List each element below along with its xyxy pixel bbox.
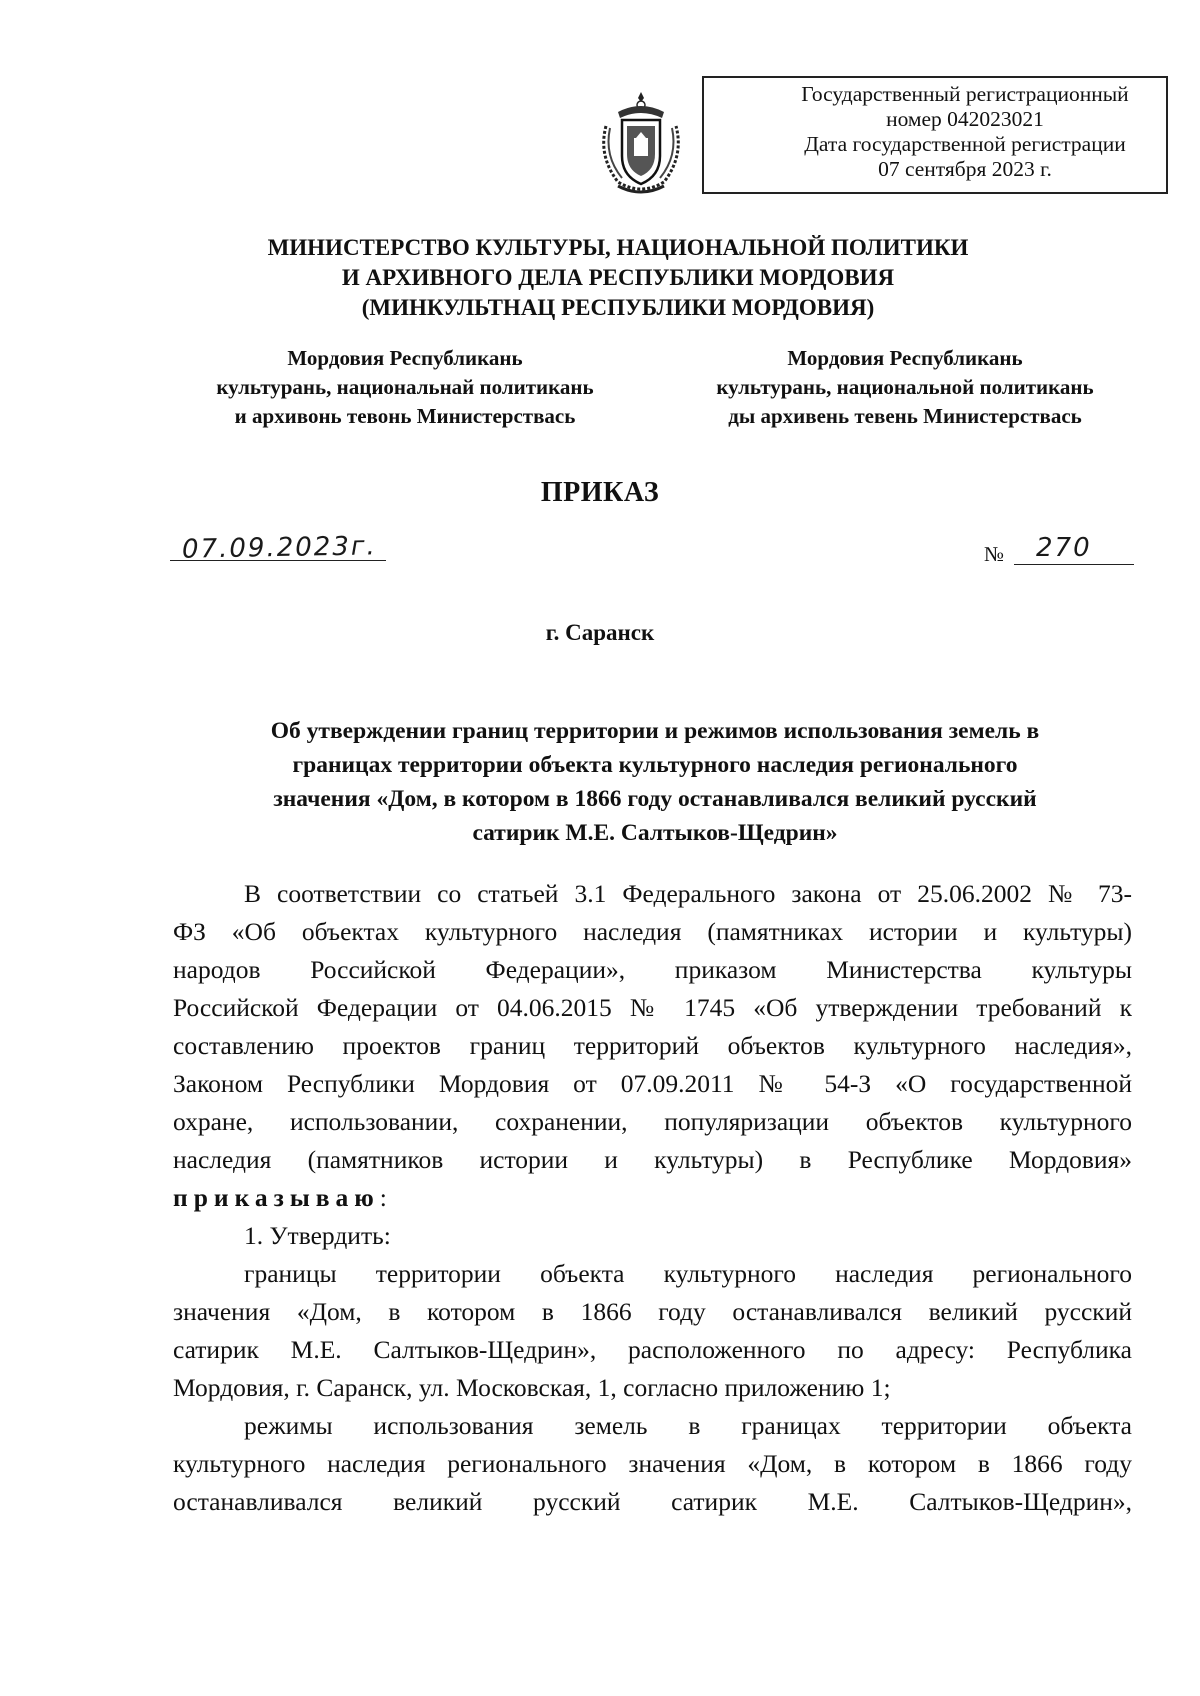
erzya-line-3: ды архивень тевень Министерствась	[728, 404, 1082, 428]
moksha-line-2: культурань, национальнай политикань	[216, 375, 594, 399]
subject-line: границах территории объекта культурного наследия регионального	[292, 752, 1018, 778]
body-line: границы территории объекта культурного наследия регионального	[244, 1259, 1132, 1288]
coat-of-arms-emblem	[588, 86, 694, 198]
body-line: 1. Утвердить:	[244, 1221, 391, 1250]
body-line: ФЗ «Об объектах культурного наследия (памятниках истории и культуры)	[173, 917, 1132, 946]
registration-stamp	[702, 76, 1168, 194]
subject-line: значения «Дом, в котором в 1866 году останавливался великий русский	[273, 786, 1037, 812]
body-line: Мордовия, г. Саранск, ул. Московская, 1, согласно приложению 1;	[173, 1373, 891, 1402]
number-sign: №	[984, 542, 1005, 566]
date-underline	[170, 560, 386, 561]
number-underline	[1014, 564, 1134, 565]
order-date-handwritten: 07.09.2023г.	[181, 531, 378, 565]
moksha-line-1: Мордовия Республикань	[287, 346, 523, 370]
order-subject	[180, 714, 1130, 850]
order-verb-colon: :	[379, 1183, 387, 1212]
subject-line: сатирик М.Е. Салтыков-Щедрин»	[472, 820, 838, 846]
erzya-line-2: культурань, национальной политикань	[716, 375, 1094, 399]
body-line: В соответствии со статьей 3.1 Федерального закона от 25.06.2002 № 73-	[244, 879, 1132, 908]
body-line: Законом Республики Мордовия от 07.09.2011 № 54-З «О государственной	[173, 1069, 1132, 1098]
body-line: Российской Федерации от 04.06.2015 № 1745 «Об утверждении требований к	[173, 993, 1132, 1022]
erzya-line-1: Мордовия Республикань	[787, 346, 1023, 370]
body-line: составлению проектов границ территорий объектов культурного наследия»,	[173, 1031, 1132, 1060]
city-of-issue: г. Саранск	[545, 620, 655, 645]
body-line: режимы использования земель в границах территории объекта	[244, 1411, 1132, 1440]
subject-line: Об утверждении границ территории и режимов использования земель в	[270, 718, 1040, 744]
body-line: значения «Дом, в котором в 1866 году останавливался великий русский	[173, 1297, 1132, 1326]
registration-number: номер 042023021	[886, 107, 1044, 131]
ministry-line-2: И АРХИВНОГО ДЕЛА РЕСПУБЛИКИ МОРДОВИЯ	[341, 265, 895, 290]
ministry-header	[200, 233, 1036, 323]
body-line: сатирик М.Е. Салтыков-Щедрин», расположенного по адресу: Республика	[173, 1335, 1132, 1364]
document-type-title: ПРИКАЗ	[540, 477, 660, 508]
ministry-name-erzya	[678, 344, 1132, 431]
registration-line-3: Дата государственной регистрации	[804, 132, 1126, 156]
registration-line-1: Государственный регистрационный	[801, 82, 1129, 106]
body-line: наследия (памятников истории и культуры) в Республике Мордовия»	[173, 1145, 1132, 1174]
moksha-line-3: и архивонь тевонь Министерствась	[234, 404, 576, 428]
ministry-name-moksha	[160, 344, 650, 431]
registration-date: 07 сентября 2023 г.	[878, 157, 1052, 181]
ministry-line-1: МИНИСТЕРСТВО КУЛЬТУРЫ, НАЦИОНАЛЬНОЙ ПОЛИТИКИ	[267, 235, 969, 260]
body-line: народов Российской Федерации», приказом Министерства культуры	[173, 955, 1132, 984]
order-verb: приказываю	[173, 1183, 380, 1212]
order-number-handwritten: 270	[1036, 533, 1092, 563]
body-line: останавливался великий русский сатирик М.Е. Салтыков-Щедрин»,	[173, 1487, 1132, 1516]
ministry-line-3: (МИНКУЛЬТНАЦ РЕСПУБЛИКИ МОРДОВИЯ)	[361, 295, 875, 320]
body-line: охране, использовании, сохранении, популяризации объектов культурного	[173, 1107, 1132, 1136]
body-line: культурного наследия регионального значения «Дом, в котором в 1866 году	[173, 1449, 1132, 1478]
order-verb-line	[173, 1180, 1132, 1216]
